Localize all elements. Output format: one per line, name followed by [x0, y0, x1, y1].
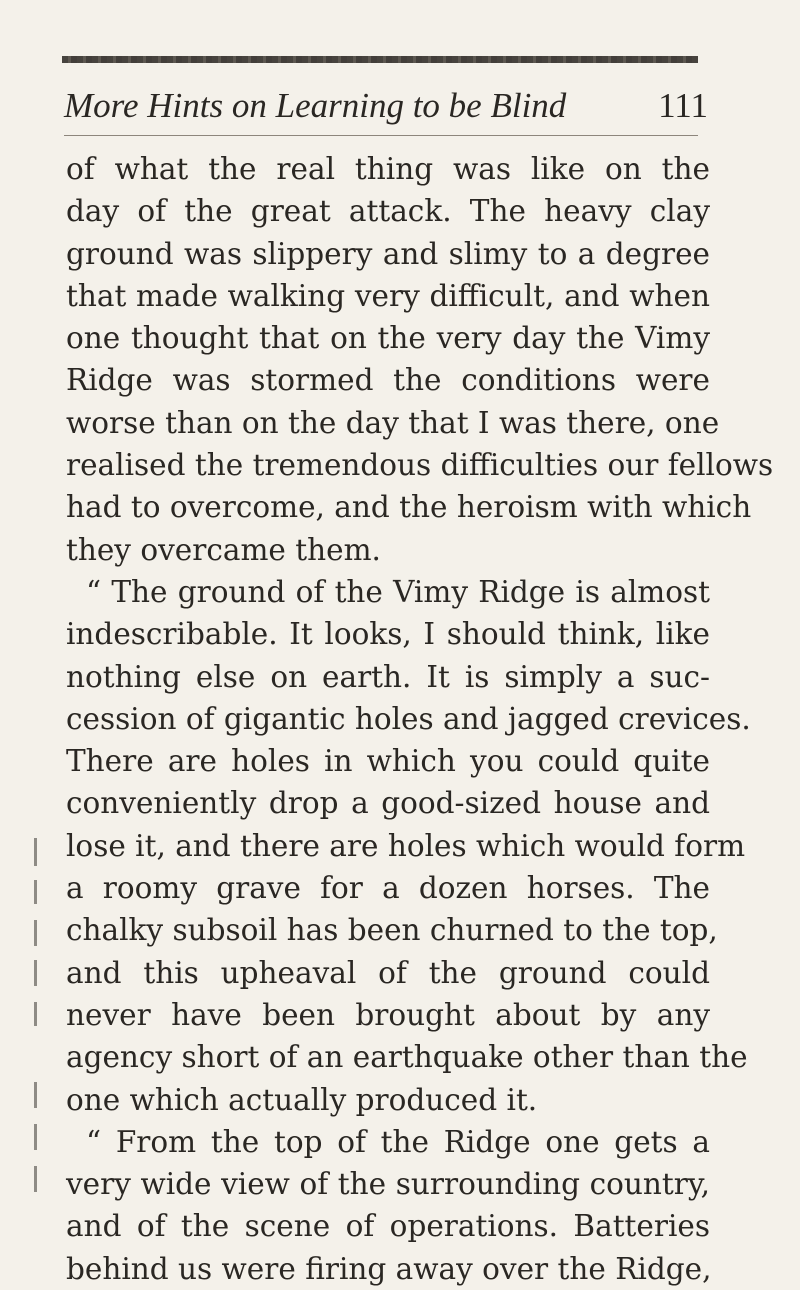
page-number: 111 — [658, 86, 708, 125]
text-line: one thought that on the very day the Vimy — [66, 321, 710, 356]
binding-shadow — [34, 1082, 37, 1108]
text-line: lose it, and there are holes which would form — [66, 828, 746, 863]
text-line: ground was slippery and slimy to a degree — [66, 236, 710, 271]
text-line: agency short of an earthquake other than the — [66, 1040, 748, 1075]
text-line: “ The ground of the Vimy Ridge is almost — [86, 574, 710, 609]
text-line: one which actually produced it. — [66, 1082, 538, 1117]
text-line: There are holes in which you could quite — [66, 744, 710, 779]
text-line: and this upheaval of the ground could — [66, 955, 710, 990]
text-line: nothing else on earth. It is simply a suc- — [66, 659, 710, 694]
text-line: never have been brought about by any — [66, 997, 710, 1032]
text-line: worse than on the day that I was there, one — [66, 405, 720, 440]
binding-shadow — [34, 1002, 37, 1026]
text-line: very wide view of the surrounding country, — [66, 1167, 710, 1202]
text-line: conveniently drop a good-sized house and — [66, 786, 710, 821]
text-line: that made walking very difficult, and when — [66, 278, 710, 313]
text-line: had to overcome, and the heroism with which — [66, 490, 752, 525]
text-line: a roomy grave for a dozen horses. The — [66, 871, 710, 906]
binding-shadow — [34, 920, 37, 946]
text-line: chalky subsoil has been churned to the top, — [66, 913, 718, 948]
binding-shadow — [34, 960, 37, 986]
text-line: “ From the top of the Ridge one gets a — [86, 1124, 710, 1159]
binding-shadow — [34, 1124, 37, 1150]
text-line: and of the scene of operations. Batteries — [66, 1209, 710, 1244]
text-line: realised the tremendous difficulties our fellows — [66, 448, 774, 483]
text-line: of what the real thing was like on the — [66, 152, 710, 186]
text-line: Ridge was stormed the conditions were — [66, 363, 710, 398]
page-header — [64, 86, 710, 130]
text-line: day of the great attack. The heavy clay — [66, 194, 710, 229]
header-divider — [64, 135, 698, 136]
binding-shadow — [34, 838, 37, 866]
binding-shadow — [34, 880, 37, 904]
text-line: they overcame them. — [66, 532, 381, 567]
body-text — [66, 148, 774, 1290]
binding-shadow — [34, 1166, 37, 1192]
text-line: cession of gigantic holes and jagged crevices. — [66, 701, 751, 736]
text-line: indescribable. It looks, I should think, like — [66, 617, 710, 652]
text-line: behind us were firing away over the Ridge, — [66, 1251, 712, 1286]
running-title: More Hints on Learning to be Blind — [64, 86, 567, 125]
top-decorative-rule — [62, 56, 698, 63]
